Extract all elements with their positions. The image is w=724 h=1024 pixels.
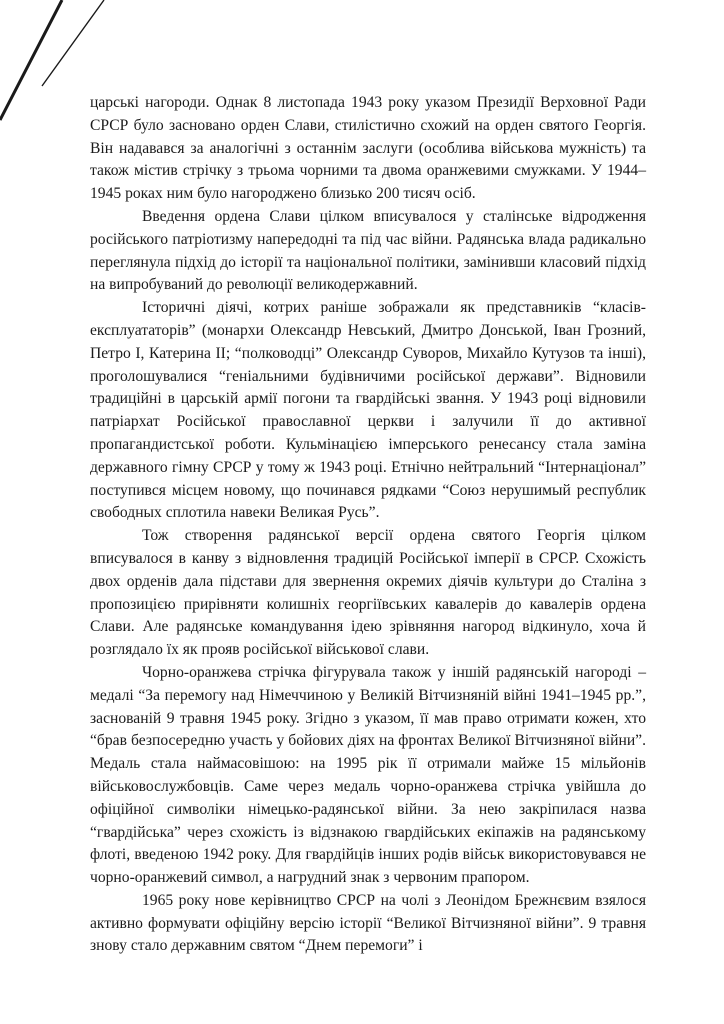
- paragraph-6: 1965 року нове керівництво СРСР на чолі з Леонідом Брежнєвим взялося активно формувати офіційну версію історії “Великої Вітчизняної війни”. 9 травня знову стало державним святом “Днем перемоги” і: [90, 891, 646, 955]
- document-body: [90, 92, 646, 958]
- paragraph-3: Історичні діячі, котрих раніше зображали як представників “класів-експлуататорів” (монархи Олександр Невський, Дмитро Донськой, Іван Грозний, Петро І, Катерина ІІ; “полководці” Олександр Суворов, Михайло Кутузов та інші), проголошувалися “геніальними будівничими російської держави”. Відновили традиційні в царській армії погони та гвардійські звання. У 1943 році відновили патріархат Російської православної церкви і залучили її до активної пропагандистської роботи. Кульмінацією імперського ренесансу стала заміна державного гімну СРСР у тому ж 1943 році. Етнічно нейтральний “Інтернаціонал” поступився місцем новому, що починався рядками “Союз нерушимый республик свободных сплотила навеки Великая Русь”.: [90, 299, 646, 522]
- paragraph-1: царські нагороди. Однак 8 листопада 1943 року указом Президії Верховної Ради СРСР було засновано орден Слави, стилістично схожий на орден святого Георгія. Він надавався за аналогічні з останнім заслуги (особлива військова мужність) та також містив стрічку з трьома чорними та двома оранжевими смужками. У 1944–1945 роках ним було нагороджено близько 200 тисяч осіб.: [90, 94, 646, 203]
- paragraph-5: Чорно-оранжева стрічка фігурувала також у іншій радянській нагороді – медалі “За перемогу над Німеччиною у Великій Вітчизняній війні 1941–1945 рр.”, заснованій 9 травня 1945 року. Згідно з указом, її мав право отримати кожен, хто “брав безпосередню участь у бойових діях на фронтах Великої Вітчизняної війни”. Медаль стала наймасовішою: на 1995 рік її отримали майже 15 мільйонів військовослужбовців. Саме через медаль чорно-оранжева стрічка увійшла до офіційної символіки німецько-радянської війни. За нею закріпилася назва “гвардійська” через схожість із відзнакою гвардійських екіпажів на радянському флоті, введеною 1942 року. Для гвардійців інших родів військ використовувався не чорно-оранжевий символ, а нагрудний знак з червоним прапором.: [90, 663, 646, 887]
- paragraph-2: Введення ордена Слави цілком вписувалося у сталінське відродження російського патріотизму напередодні та під час війни. Радянська влада радикально переглянула підхід до історії та національної політики, замінивши класовий підхід на випробуваний до революції великодержавний.: [90, 207, 646, 294]
- paragraph-4: Тож створення радянської версії ордена святого Георгія цілком вписувалося в канву з відновлення традицій Російської імперії в СРСР. Схожість двох орденів дала підстави для звернення окремих діячів культури до Сталіна з пропозицією прирівняти колишніх георгіївських кавалерів до кавалерів ордена Слави. Але радянське командування ідею зрівняння нагород відкинуло, хоча й розглядало їх як прояв російської військової слави.: [90, 527, 646, 659]
